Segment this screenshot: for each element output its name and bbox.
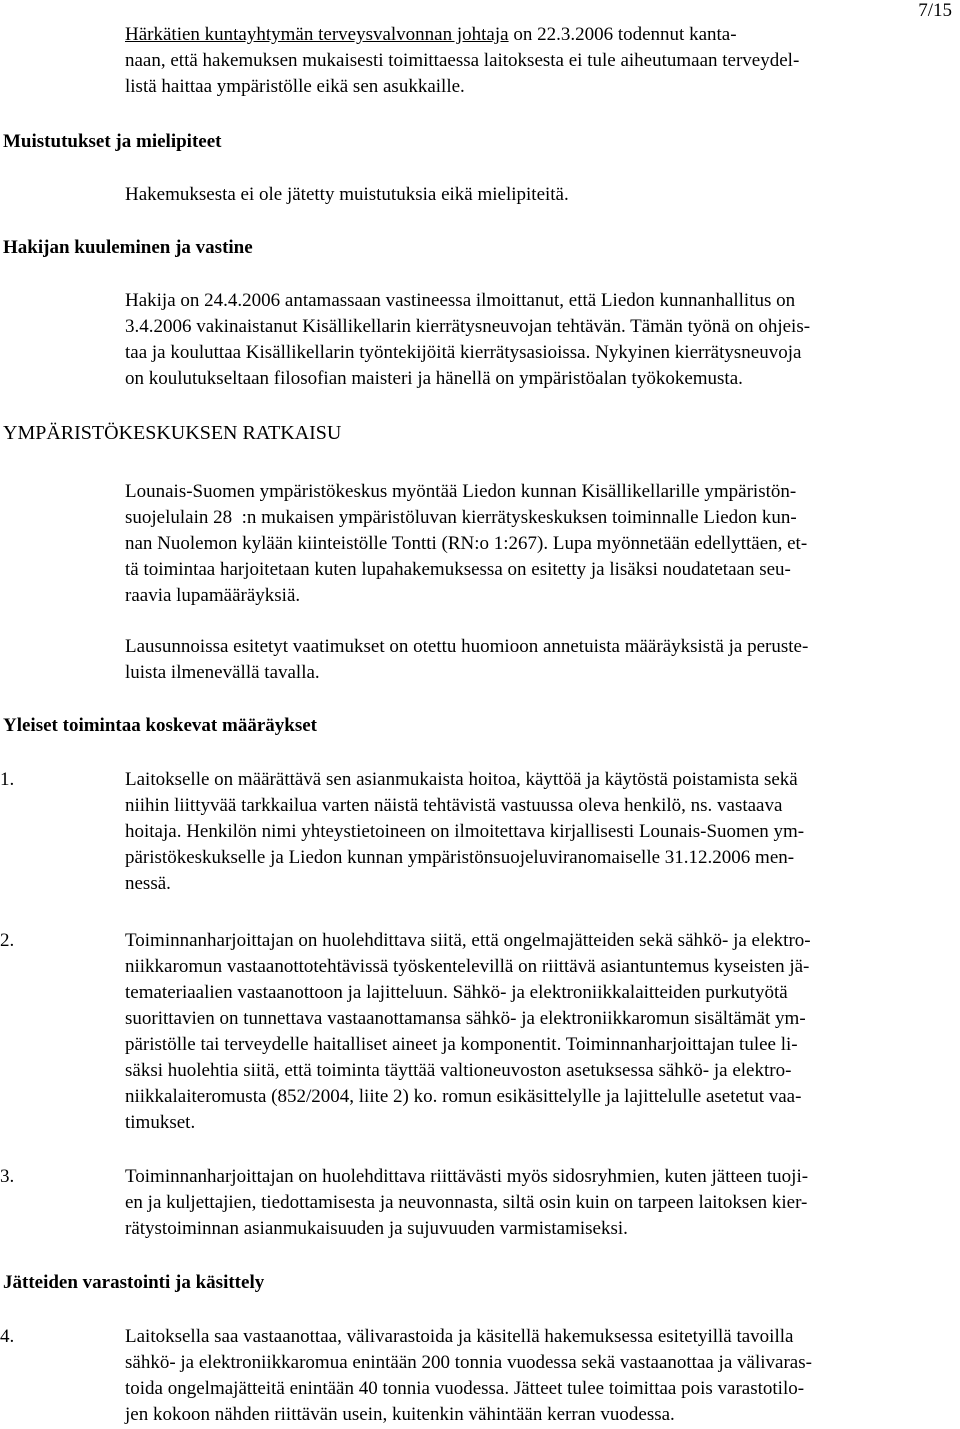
item-2-line-6: säksi huolehtia siitä, että toiminta täyttää valtioneuvoston asetuksessa sähkö- ja elektro- bbox=[125, 1060, 792, 1081]
hakijan-line-3: taa ja kouluttaa Kisällikellarin työntekijöitä kierrätysasioissa. Nykyinen kierrätysneuvoja bbox=[125, 342, 802, 363]
ratkaisu-p1-line-2: suojelulain 28 :n mukaisen ympäristöluvan kierrätyskeskuksen toiminnalle Liedon kun- bbox=[125, 507, 797, 528]
item-1-line-5: nessä. bbox=[125, 873, 171, 894]
item-1-line-4: päristökeskukselle ja Liedon kunnan ympäristönsuojeluviranomaiselle 31.12.2006 men- bbox=[125, 847, 795, 868]
heading-yleiset: Yleiset toimintaa koskevat määräykset bbox=[3, 715, 317, 736]
ratkaisu-p1-line-4: tä toimintaa harjoitetaan kuten lupahakemuksessa on esitetty ja lisäksi noudatetaan seu- bbox=[125, 559, 791, 580]
item-number-2: 2. bbox=[0, 930, 15, 951]
item-number-3: 3. bbox=[0, 1166, 15, 1187]
intro-link[interactable]: Härkätien kuntayhtymän terveysvalvonnan johtaja bbox=[125, 24, 509, 45]
page-number: 7/15 bbox=[918, 0, 952, 21]
item-2-line-5: päristölle tai terveydelle haitalliset aineet ja komponentit. Toiminnanharjoittajan tulee li- bbox=[125, 1034, 798, 1055]
heading-hakijan-kuuleminen: Hakijan kuuleminen ja vastine bbox=[3, 237, 253, 258]
item-1-line-3: hoitaja. Henkilön nimi yhteystietoineen on ilmoitettava kirjallisesti Lounais-Suomen ym- bbox=[125, 821, 805, 842]
item-3-line-3: rätystoiminnan asianmukaisuuden ja sujuvuuden varmistamiseksi. bbox=[125, 1218, 628, 1239]
item-4-line-4: jen kokoon nähden riittävän usein, kuitenkin vähintään kerran vuodessa. bbox=[125, 1404, 675, 1425]
ratkaisu-p1-line-5: raavia lupamääräyksiä. bbox=[125, 585, 301, 606]
item-2-line-2: niikkaromun vastaanottotehtävissä työskentelevillä on riittävä asiantuntemus kyseisten jä- bbox=[125, 956, 810, 977]
item-2-line-4: suorittavien on tunnettava vastaanottamansa sähkö- ja elektroniikkaromun sisältämät ym- bbox=[125, 1008, 806, 1029]
ratkaisu-p2-line-1: Lausunnoissa esitetyt vaatimukset on otettu huomioon annetuista määräyksistä ja peruste- bbox=[125, 636, 809, 657]
item-3-line-1: Toiminnanharjoittajan on huolehdittava riittävästi myös sidosryhmien, kuten jätteen tuoji- bbox=[125, 1166, 809, 1187]
heading-muistutukset: Muistutukset ja mielipiteet bbox=[3, 131, 222, 152]
intro-line-2: naan, että hakemuksen mukaisesti toimittaessa laitoksesta ei tule aiheutumaan terveydel- bbox=[125, 50, 800, 71]
item-4-line-1: Laitoksella saa vastaanottaa, välivarastoida ja käsitellä hakemuksessa esitetyillä tavoilla bbox=[125, 1326, 794, 1347]
item-1-line-1: Laitokselle on määrättävä sen asianmukaista hoitoa, käyttöä ja käytöstä poistamista sekä bbox=[125, 769, 798, 790]
heading-ratkaisu: YMPÄRISTÖKESKUKSEN RATKAISU bbox=[3, 422, 342, 444]
intro-line-3: listä haittaa ympäristölle eikä sen asukkaille. bbox=[125, 76, 465, 97]
heading-jatteiden: Jätteiden varastointi ja käsittely bbox=[3, 1272, 265, 1293]
item-number-4: 4. bbox=[0, 1326, 15, 1347]
ratkaisu-p1-line-3: nan Nuolemon kylään kiinteistölle Tontti (RN:o 1:267). Lupa myönnetään edellyttäen, et- bbox=[125, 533, 808, 554]
item-4-line-3: toida ongelmajätteitä enintään 40 tonnia vuodessa. Jätteet tulee toimittaa pois varastotilo- bbox=[125, 1378, 805, 1399]
muistutukset-text: Hakemuksesta ei ole jätetty muistutuksia eikä mielipiteitä. bbox=[125, 184, 569, 205]
ratkaisu-p2-line-2: luista ilmenevällä tavalla. bbox=[125, 662, 320, 683]
item-3-line-2: en ja kuljettajien, tiedottamisesta ja neuvonnasta, siltä osin kuin on tarpeen laitoksen kier- bbox=[125, 1192, 808, 1213]
hakijan-line-4: on koulutukseltaan filosofian maisteri ja hänellä on ympäristöalan työkokemusta. bbox=[125, 368, 743, 389]
intro-line-1 bbox=[125, 22, 737, 48]
item-number-1: 1. bbox=[0, 769, 15, 790]
item-2-line-1: Toiminnanharjoittajan on huolehdittava siitä, että ongelmajätteiden sekä sähkö- ja elektro- bbox=[125, 930, 811, 951]
item-2-line-8: timukset. bbox=[125, 1112, 196, 1133]
item-2-line-3: temateriaalien vastaanottoon ja lajitteluun. Sähkö- ja elektroniikkalaitteiden purkutyötä bbox=[125, 982, 788, 1003]
item-4-line-2: sähkö- ja elektroniikkaromua enintään 200 tonnia vuodessa sekä vastaanottaa ja välivaras- bbox=[125, 1352, 812, 1373]
item-2-line-7: niikkalaiteromusta (852/2004, liite 2) ko. romun esikäsittelylle ja lajittelulle asetetut vaa- bbox=[125, 1086, 802, 1107]
hakijan-line-1: Hakija on 24.4.2006 antamassaan vastineessa ilmoittanut, että Liedon kunnanhallitus on bbox=[125, 290, 796, 311]
ratkaisu-p1-line-1: Lounais-Suomen ympäristökeskus myöntää Liedon kunnan Kisällikellarille ympäristön- bbox=[125, 481, 797, 502]
intro-line-1-rest: on 22.3.2006 todennut kanta- bbox=[508, 24, 737, 45]
hakijan-line-2: 3.4.2006 vakinaistanut Kisällikellarin kierrätysneuvojan tehtävän. Tämän työnä on ohjeis- bbox=[125, 316, 811, 337]
item-1-line-2: niihin liittyvää tarkkailua varten näistä tehtävistä vastuussa oleva henkilö, ns. vastaava bbox=[125, 795, 783, 816]
